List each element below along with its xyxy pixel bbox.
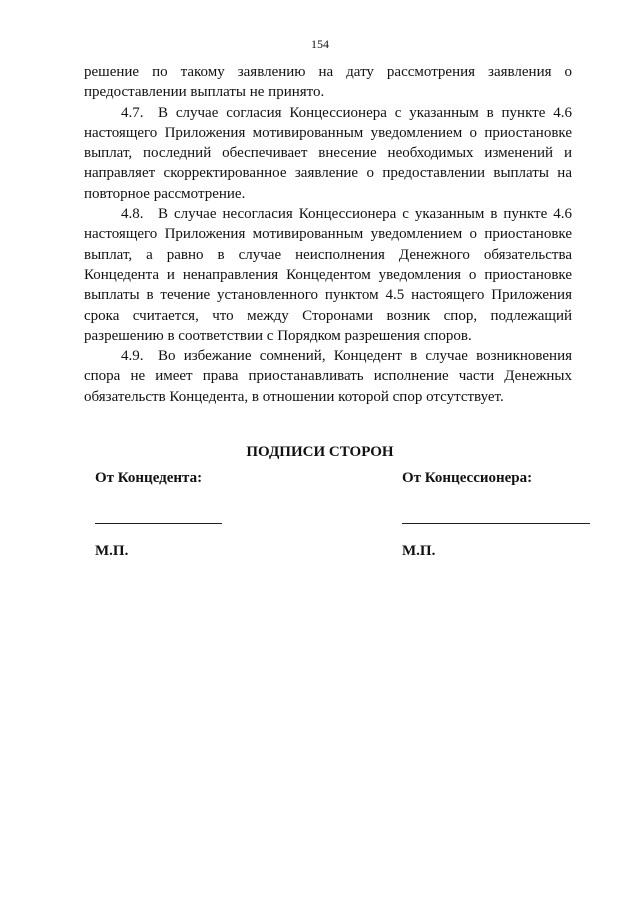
clause-4-8 [84, 204, 572, 346]
clause-number: 4.7. [121, 104, 144, 121]
page-number: 154 [311, 37, 329, 51]
signatures-title: ПОДПИСИ СТОРОН [246, 444, 394, 460]
clause-number: 4.9. [121, 348, 144, 365]
concessionaire-stamp-label: М.П. [402, 543, 436, 559]
grantor-signature-line [95, 523, 222, 524]
continuation-paragraph: решение по такому заявлению на дату рассмотрения заявления о предоставлении выплаты не принято. [84, 64, 572, 101]
clause-text: В случае несогласия Концессионера с указанным в пункте 4.6 настоящего Приложения мотивированным уведомлением о приостановке выплат, а равно в случае неисполнения Денежного обязательства Концедента и ненаправления Концедентом уведомления о приостановке выплаты в течение установленного пунктом 4.5 настоящего Приложения срока считается, что между Сторонами возник спор, подлежащий разрешению в соответствии с Порядком разрешения споров. [84, 206, 572, 344]
clause-4-7 [84, 103, 572, 204]
clause-text: Во избежание сомнений, Концедент в случае возникновения спора не имеет права приостанавливать исполнение части Денежных обязательств Концедента, в отношении которой спор отсутствует. [84, 348, 572, 405]
concessionaire-signature-line [402, 523, 590, 524]
clause-4-9 [84, 346, 572, 407]
concessionaire-label: От Концессионера: [402, 470, 533, 486]
document-body [84, 62, 572, 407]
clause-number: 4.8. [121, 206, 144, 223]
grantor-stamp-label: М.П. [95, 543, 129, 559]
grantor-label: От Концедента: [95, 470, 203, 486]
clause-text: В случае согласия Концессионера с указанным в пункте 4.6 настоящего Приложения мотивированным уведомлением о приостановке выплат, последний обеспечивает внесение необходимых изменений и направляет скорректированное заявление о предоставлении выплаты на повторное рассмотрение. [84, 104, 572, 202]
